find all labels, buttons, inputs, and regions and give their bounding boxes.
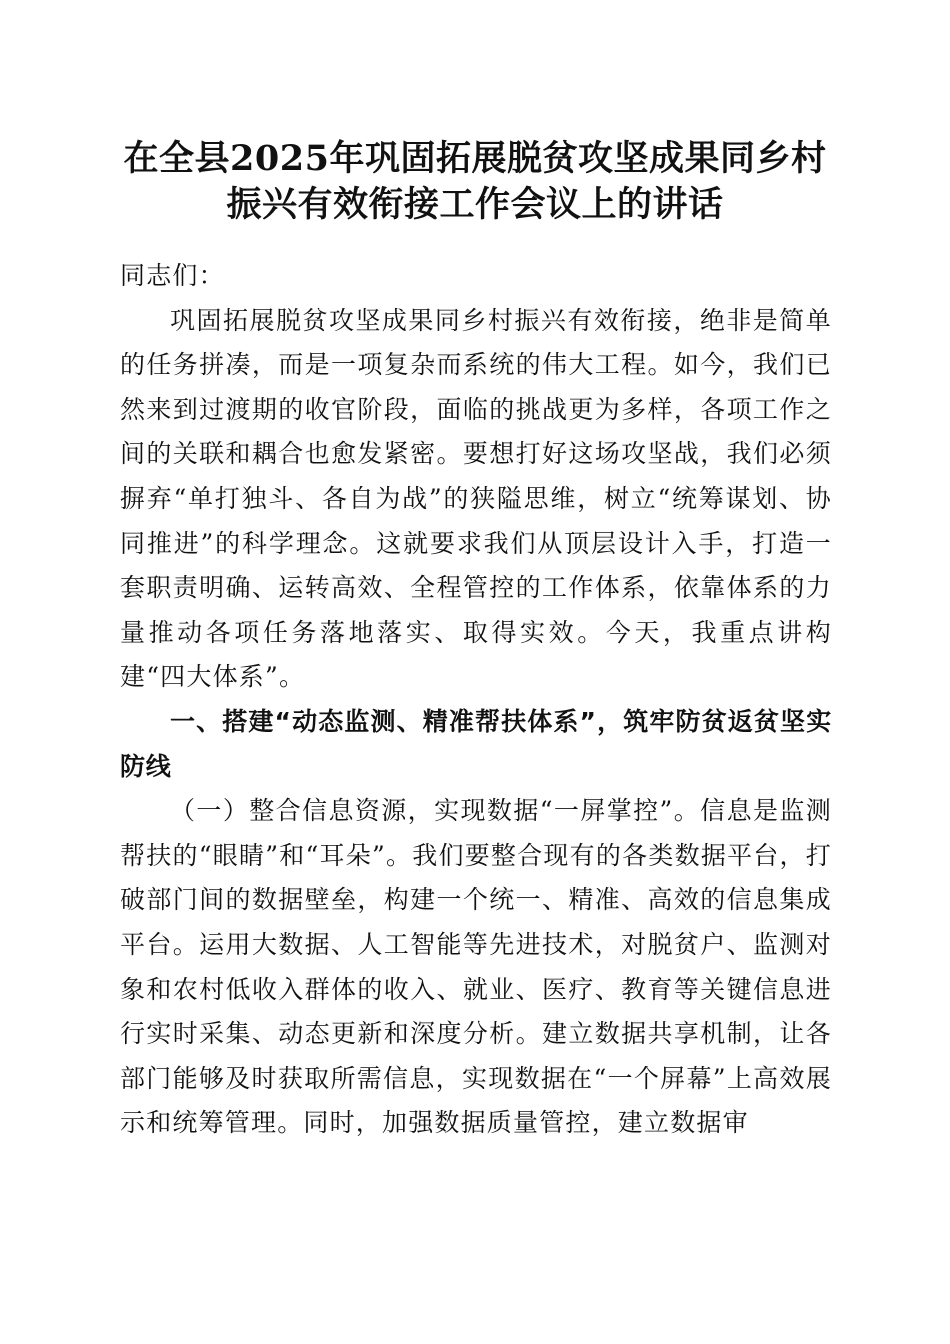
- subsection-lead: （一）整合信息资源，实现数据“一屏掌控”。: [170, 796, 701, 826]
- document-title: [100, 136, 850, 228]
- document-body: [120, 254, 832, 1146]
- title-line-2: 振兴有效衔接工作会议上的讲话: [226, 184, 724, 225]
- subsection-text: 信息是监测帮扶的“眼睛”和“耳朵”。我们要整合现有的各类数据平台，打破部门间的数据壁垒，构建一个统一、精准、高效的信息集成平台。运用大数据、人工智能等先进技术，对脱贫户、监测对象和农村低收入群体的收入、就业、医疗、教育等关键信息进行实时采集、动态更新和深度分析。建立数据共享机制，让各部门能够及时获取所需信息，实现数据在“一个屏幕”上高效展示和统筹管理。同时，加强数据质量管控，建立数据审: [120, 796, 832, 1138]
- paragraph-subsection-1: [120, 789, 832, 1146]
- salutation: 同志们：: [120, 261, 225, 290]
- section-heading-1: 一、搭建“动态监测、精准帮扶体系”，筑牢防贫返贫坚实防线: [120, 706, 832, 781]
- paragraph-intro: 巩固拓展脱贫攻坚成果同乡村振兴有效衔接，绝非是简单的任务拼凑，而是一项复杂而系统的伟大工程。如今，我们已然来到过渡期的收官阶段，面临的挑战更为多样，各项工作之间的关联和耦合也愈发紧密。要想打好这场攻坚战，我们必须摒弃“单打独斗、各自为战”的狭隘思维，树立“统筹谋划、协同推进”的科学理念。这就要求我们从顶层设计入手，打造一套职责明确、运转高效、全程管控的工作体系，依靠体系的力量推动各项任务落地落实、取得实效。今天，我重点讲构建“四大体系”。: [120, 305, 832, 692]
- title-line-1: 在全县2025年巩固拓展脱贫攻坚成果同乡村: [123, 138, 827, 179]
